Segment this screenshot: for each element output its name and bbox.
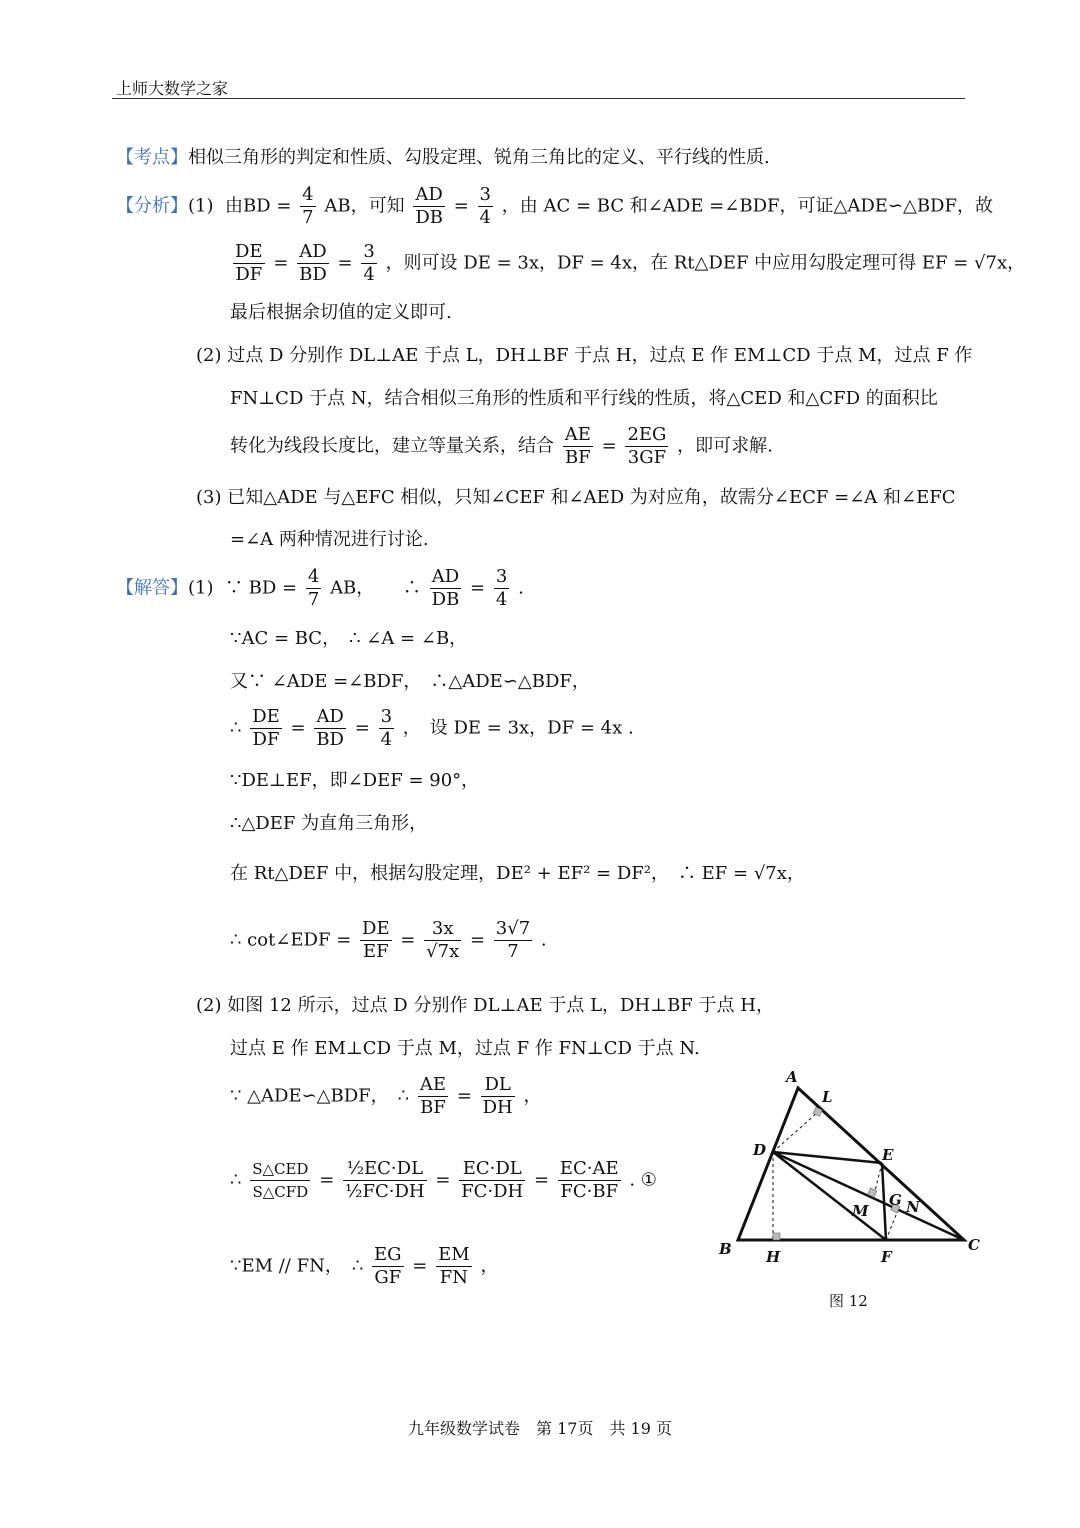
fraction xyxy=(250,1158,310,1203)
numerator: AE xyxy=(564,424,591,445)
denominator: 3GF xyxy=(627,447,667,468)
denominator: 4 xyxy=(495,589,508,610)
denominator: EF xyxy=(362,941,389,962)
geometry-figure xyxy=(716,1062,986,1272)
text: = xyxy=(453,195,469,217)
fenxi-p1-line1 xyxy=(116,184,993,229)
segment-fn xyxy=(886,1210,898,1240)
jieda-t1 xyxy=(196,994,774,1018)
text: 转化为线段长度比，建立等量关系，结合 xyxy=(230,435,554,457)
denominator: 7 xyxy=(307,589,320,610)
fraction xyxy=(372,1244,404,1289)
text: ∵ BD = xyxy=(224,577,298,599)
text: = xyxy=(400,929,416,951)
text: ，即可求解. xyxy=(677,435,773,457)
denominator: DF xyxy=(235,264,263,285)
jieda-tag: 【解答】 xyxy=(116,577,188,599)
numerator: S△CED xyxy=(250,1158,310,1181)
dashed-perpendiculars xyxy=(773,1112,898,1240)
point-labels xyxy=(718,1068,980,1266)
fraction xyxy=(314,706,346,751)
kaodian-tag: 【考点】 xyxy=(116,147,188,168)
label-b: B xyxy=(719,1240,732,1258)
denominator: BD xyxy=(316,729,344,750)
text: 如图 12 所示，过点 D 分别作 DL⊥AE 于点 L，DH⊥BF 于点 H， xyxy=(227,995,774,1016)
text: ∵ △ADE∽△BDF， ∴ xyxy=(230,1085,410,1107)
numerator: ½EC·DL xyxy=(343,1158,427,1181)
text: ， xyxy=(480,1255,499,1277)
jieda-s7: 在 Rt△DEF 中，根据勾股定理，DE² + EF² = DF²， ∴ EF = √7x， xyxy=(230,863,805,884)
text: = xyxy=(319,1169,335,1191)
text: = xyxy=(354,717,370,739)
numerator: EG xyxy=(374,1244,402,1265)
text: ，由 AC = BC 和∠ADE =∠BDF，可证△ADE∽△BDF，故 xyxy=(501,195,993,217)
numerator: 3 xyxy=(495,566,508,587)
label-a: A xyxy=(786,1068,798,1086)
numerator: AD xyxy=(314,706,346,729)
numerator: 4 xyxy=(302,184,314,205)
denominator: DF xyxy=(252,729,280,750)
fraction xyxy=(233,241,265,286)
numerator: 3 xyxy=(380,706,393,727)
fenxi-p3-line2: =∠A 两种情况进行讨论. xyxy=(230,529,429,550)
denominator: 4 xyxy=(479,207,491,228)
fenxi-p3-num: (3) xyxy=(196,487,222,508)
denominator: DB xyxy=(415,207,443,228)
fenxi-p2-line2: FN⊥CD 于点 N，结合相似三角形的性质和平行线的性质，将△CED 和△CFD 的面积比 xyxy=(230,388,938,409)
fraction xyxy=(300,184,315,229)
text: ， xyxy=(523,1085,542,1107)
text: = xyxy=(601,435,617,457)
fraction xyxy=(563,424,593,469)
text: ∴ cot∠EDF = xyxy=(230,929,352,951)
fraction xyxy=(379,706,394,751)
right-angle-h xyxy=(773,1233,780,1240)
numerator: 3√7 xyxy=(495,918,531,939)
fenxi-p1-num: (1) xyxy=(188,195,214,217)
numerator: AE xyxy=(419,1074,446,1095)
text: = xyxy=(412,1255,428,1277)
numerator: DL xyxy=(481,1074,515,1097)
fenxi-p2-num: (2) xyxy=(196,345,222,366)
fraction xyxy=(297,241,329,286)
fraction xyxy=(250,706,282,751)
jieda-t2: 过点 E 作 EM⊥CD 于点 M，过点 F 作 FN⊥CD 于点 N. xyxy=(230,1038,700,1059)
segments xyxy=(773,1152,964,1240)
figure-caption: 图 12 xyxy=(829,1292,868,1310)
jieda-s6: ∴△DEF 为直角三角形， xyxy=(230,813,428,834)
numerator: 4 xyxy=(307,566,320,587)
numerator: 2EG xyxy=(627,424,667,445)
fenxi-p1-line2 xyxy=(230,241,1025,286)
text: = xyxy=(469,929,486,951)
fraction xyxy=(413,184,445,229)
fraction xyxy=(481,1074,515,1119)
right-angle-marks xyxy=(773,1107,900,1240)
header-rule xyxy=(112,98,965,99)
segment-de xyxy=(773,1152,882,1163)
fenxi-p2-line3 xyxy=(230,424,773,469)
numerator: EC·DL xyxy=(459,1158,525,1181)
fraction xyxy=(558,1158,621,1203)
fraction xyxy=(418,1074,448,1119)
text: . xyxy=(518,577,524,599)
text: = xyxy=(435,1169,451,1191)
jieda-s5: ∵DE⊥EF，即∠DEF = 90°， xyxy=(230,770,480,791)
jieda-s8 xyxy=(230,918,547,963)
denominator: 4 xyxy=(363,264,375,285)
text: ∴ xyxy=(230,717,242,739)
fraction xyxy=(625,424,668,469)
jieda-s4 xyxy=(230,706,634,751)
jieda-s3: 又∵ ∠ADE =∠BDF， ∴△ADE∽△BDF， xyxy=(230,671,590,692)
fraction xyxy=(494,918,532,963)
jieda-line1 xyxy=(116,566,524,611)
text: = xyxy=(534,1169,550,1191)
kaodian-line xyxy=(116,146,770,170)
numerator: 3x xyxy=(424,918,461,941)
label-d: D xyxy=(753,1141,767,1159)
label-h: H xyxy=(766,1248,781,1266)
kaodian-text: 相似三角形的判定和性质、勾股定理、锐角三角比的定义、平行线的性质. xyxy=(188,147,770,168)
text: = xyxy=(470,577,486,599)
text: = xyxy=(273,252,289,274)
numerator: AD xyxy=(297,241,329,264)
text: ，则可设 DE = 3x，DF = 4x，在 Rt△DEF 中应用勾股定理可得 EF = √7x， xyxy=(385,252,1026,274)
label-n: N xyxy=(906,1198,920,1216)
fenxi-p1-line3: 最后根据余切值的定义即可. xyxy=(230,302,452,323)
denominator: 4 xyxy=(380,729,393,750)
fraction xyxy=(361,241,376,286)
label-m: M xyxy=(852,1202,869,1220)
jieda-num2: (2) xyxy=(196,995,222,1016)
page-footer: 九年级数学试卷 第 17页 共 19 页 xyxy=(408,1419,672,1438)
text: 过点 D 分别作 DL⊥AE 于点 L，DH⊥BF 于点 H，过点 E 作 EM⊥CD 于点 M，过点 F 作 xyxy=(227,345,973,366)
label-c: C xyxy=(968,1236,980,1254)
text: . ① xyxy=(629,1169,657,1191)
fenxi-tag: 【分析】 xyxy=(116,195,188,217)
text: 已知△ADE 与△EFC 相似，只知∠CEF 和∠AED 为对应角，故需分∠ECF =∠A 和∠EFC xyxy=(227,487,956,508)
label-g: G xyxy=(889,1191,902,1209)
text: = xyxy=(290,717,306,739)
denominator: 7 xyxy=(302,207,314,228)
text: AB， xyxy=(330,577,375,599)
fraction xyxy=(306,566,321,611)
text: AB，可知 xyxy=(324,195,405,217)
jieda-num1: (1) xyxy=(188,577,214,599)
denominator: BF xyxy=(420,1097,446,1118)
text: = xyxy=(456,1085,472,1107)
numerator: DE xyxy=(252,706,280,727)
denominator: FC·BF xyxy=(560,1181,619,1202)
fraction xyxy=(494,566,509,611)
fraction xyxy=(430,566,462,611)
numerator: DE xyxy=(235,241,263,262)
denominator: BF xyxy=(564,447,591,468)
numerator: DE xyxy=(362,918,390,939)
fraction xyxy=(478,184,493,229)
label-f: F xyxy=(881,1248,892,1266)
fraction xyxy=(343,1158,427,1203)
text: ∵EM // FN， ∴ xyxy=(230,1255,364,1277)
label-l: L xyxy=(822,1088,833,1106)
fraction xyxy=(360,918,392,963)
denominator: S△CFD xyxy=(252,1183,309,1201)
numerator: 3 xyxy=(479,184,491,205)
numerator: AD xyxy=(413,184,445,207)
denominator: √7x xyxy=(426,941,460,962)
fenxi-p3-line1 xyxy=(196,486,956,510)
triangle-abc xyxy=(738,1088,964,1240)
denominator: 7 xyxy=(507,941,519,962)
text: = xyxy=(337,252,353,274)
text: . xyxy=(540,929,547,951)
text: ∴ xyxy=(230,1169,242,1191)
numerator: EM xyxy=(438,1244,470,1265)
header-title: 上师大数学之家 xyxy=(116,79,229,98)
text: ， 设 DE = 3x，DF = 4x . xyxy=(402,717,634,739)
jieda-t3 xyxy=(230,1074,541,1119)
denominator: GF xyxy=(374,1267,402,1288)
label-e: E xyxy=(882,1146,894,1164)
jieda-t5 xyxy=(230,1244,498,1289)
fraction xyxy=(424,918,461,963)
fenxi-p2-line1 xyxy=(196,344,972,368)
text: ∴ xyxy=(402,577,421,599)
fraction xyxy=(436,1244,472,1289)
numerator: AD xyxy=(430,566,462,589)
fraction xyxy=(459,1158,525,1203)
denominator: DB xyxy=(431,589,460,610)
jieda-s2: ∵AC = BC， ∴ ∠A = ∠B， xyxy=(230,628,468,649)
jieda-t4 xyxy=(230,1158,657,1203)
denominator: BD xyxy=(299,264,327,285)
denominator: FC·DH xyxy=(461,1181,524,1202)
denominator: ½FC·DH xyxy=(345,1181,425,1202)
denominator: FN xyxy=(439,1267,469,1288)
numerator: 3 xyxy=(363,241,375,262)
numerator: EC·AE xyxy=(559,1158,619,1179)
text: 由BD = xyxy=(224,195,292,217)
denominator: DH xyxy=(482,1097,513,1118)
